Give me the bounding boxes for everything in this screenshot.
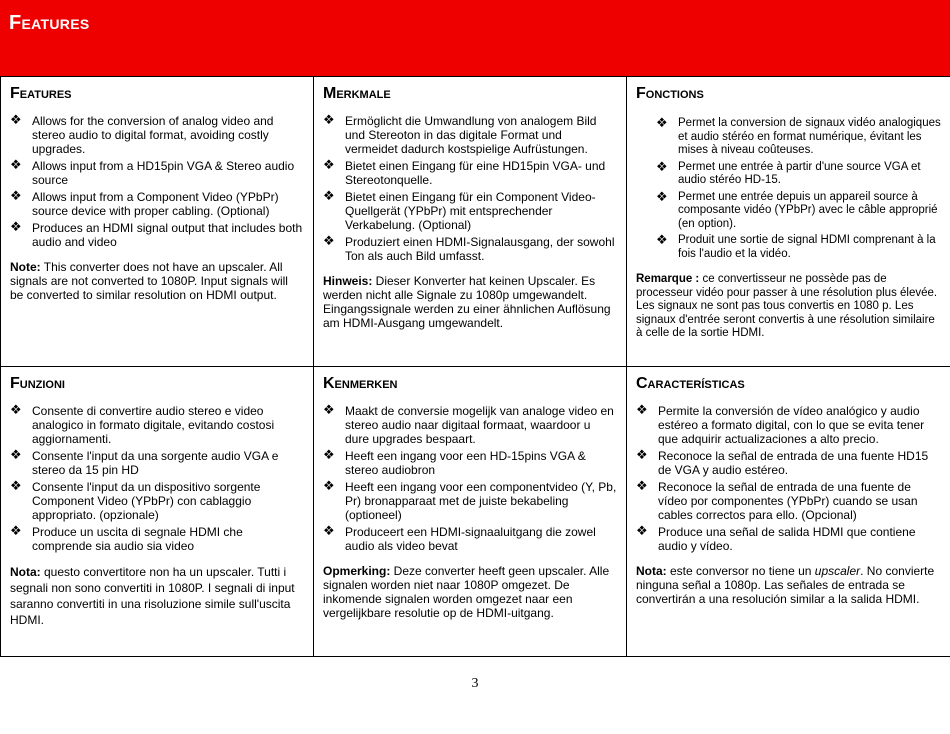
list-item (10, 190, 304, 218)
item-text: Ermöglicht die Umwandlung von analogem Bild und Stereoton in das digitale Format und vermeidet dadurch kostspielige Aufrüstungen. (345, 114, 597, 156)
list-item (323, 190, 617, 232)
diamond-bullet-icon: ❖ (323, 478, 335, 493)
list-item (323, 404, 617, 446)
feature-list-de (323, 114, 617, 263)
features-table (0, 76, 950, 657)
item-text: Permite la conversión de vídeo analógico y audio estéreo a formato digital, con lo que se evita tener que adquirir actualizaciones a alto precio. (658, 404, 925, 446)
diamond-bullet-icon: ❖ (656, 158, 668, 174)
list-item (323, 235, 617, 263)
item-text: Consente di convertire audio stereo e video analogico in formato digitale, evitando costosi aggiornamenti. (32, 404, 275, 446)
list-item (636, 480, 941, 522)
note-text: ce convertisseur ne possède pas de processeur vidéo pour passer à une résolution plus élevée. Les signaux ne sont pas tous convertis en 1080 p. Les signaux d'entrée seront convertis à une résolution similaire à celle de la sortie HDMI. (636, 273, 938, 339)
diamond-bullet-icon: ❖ (323, 112, 335, 127)
page-number: 3 (471, 676, 479, 691)
feature-list-es (636, 404, 941, 553)
banner-title: Features (9, 12, 90, 34)
features-cell-nl (314, 367, 627, 657)
item-text: Allows input from a HD15pin VGA & Stereo audio source (32, 159, 295, 187)
diamond-bullet-icon: ❖ (656, 188, 668, 204)
list-item (10, 404, 304, 446)
item-text: Produce una señal de salida HDMI que contiene audio y vídeo. (658, 525, 916, 553)
diamond-bullet-icon: ❖ (323, 233, 335, 248)
note-italic-term: upscaler (814, 564, 861, 578)
list-item (10, 221, 304, 249)
diamond-bullet-icon: ❖ (10, 447, 22, 462)
item-text: Consente l'input da un dispositivo sorgente Component Video (YPbPr) con cablaggio appropriato. (opzionale) (32, 480, 261, 522)
diamond-bullet-icon: ❖ (323, 523, 335, 538)
list-item (636, 525, 941, 553)
note-label: Nota: (10, 565, 41, 579)
note-text: Dieser Konverter hat keinen Upscaler. Es werden nicht alle Signale zu 1080p umgewandelt. Eingangssignale werden zu einer ähnlichen Auflösung am HDMI-Ausgang umgewandelt. (323, 274, 611, 330)
note-fr (636, 273, 941, 341)
list-item (323, 525, 617, 553)
list-item (323, 114, 617, 156)
item-text: Permet une entrée à partir d'une source VGA et audio stéréo HD-15. (678, 160, 921, 186)
item-text: Consente l'input da una sorgente audio VGA e stereo da 15 pin HD (32, 449, 279, 477)
feature-list-it (10, 404, 304, 553)
item-text: Bietet einen Eingang für ein Component Video-Quellgerät (YPbPr) mit entsprechender Verkabelung. (Optional) (345, 190, 596, 232)
item-text: Produceert een HDMI-signaaluitgang die zowel audio als video bevat (345, 525, 596, 553)
diamond-bullet-icon: ❖ (323, 157, 335, 172)
diamond-bullet-icon: ❖ (10, 112, 22, 127)
item-text: Heeft een ingang voor een componentvideo (Y, Pb, Pr) bronapparaat met de juiste bekabeling (optioneel) (345, 480, 617, 522)
column-title-nl: Kenmerken (323, 375, 398, 392)
diamond-bullet-icon: ❖ (636, 447, 648, 462)
list-item (10, 525, 304, 553)
item-text: Bietet einen Eingang für eine HD15pin VGA- und Stereotonquelle. (345, 159, 606, 187)
item-text: Reconoce la señal de entrada de una fuente HD15 de VGA y audio estéreo. (658, 449, 929, 477)
diamond-bullet-icon: ❖ (636, 523, 648, 538)
diamond-bullet-icon: ❖ (656, 232, 668, 247)
list-item (10, 449, 304, 477)
note-nl (323, 564, 617, 620)
item-text: Reconoce la señal de entrada de una fuente de vídeo por componentes (YPbPr) cuando se usan cables correctos para ello. (Opcional) (658, 480, 918, 522)
features-cell-es (627, 367, 950, 657)
column-title-en: Features (10, 85, 72, 102)
note-label: Nota: (636, 564, 667, 578)
list-item (656, 158, 941, 188)
diamond-bullet-icon: ❖ (323, 188, 335, 203)
list-item (10, 159, 304, 187)
list-item (656, 234, 941, 261)
list-item (636, 449, 941, 477)
list-item (636, 404, 941, 446)
list-item (10, 114, 304, 156)
diamond-bullet-icon: ❖ (10, 402, 22, 417)
item-text: Produce un uscita di segnale HDMI che comprende sia audio sia video (32, 525, 243, 553)
item-text: Permet une entrée depuis un appareil source à composante vidéo (YPbPr) avec le câble approprié (en option). (678, 190, 938, 230)
note-it (10, 564, 304, 628)
note-text: este conversor no tiene un (666, 564, 815, 578)
feature-list-en (10, 114, 304, 249)
features-cell-de (314, 77, 627, 367)
column-title-it: Funzioni (10, 375, 65, 392)
column-title-fr: Fonctions (636, 85, 704, 102)
list-item (10, 480, 304, 522)
diamond-bullet-icon: ❖ (10, 523, 22, 538)
item-text: Produit une sortie de signal HDMI comprenant à la fois l'audio et la vidéo. (678, 234, 936, 260)
feature-list-nl (323, 404, 617, 553)
note-label: Hinweis: (323, 274, 373, 288)
column-title-es: Características (636, 375, 745, 392)
table-row (1, 77, 950, 367)
note-text: Deze converter heeft geen upscaler. Alle signalen worden niet naar 1080P omgezet. De inkomende signalen worden omgezet naar een vergelijkbare resolutie op de HDMI-uitgang. (323, 564, 610, 620)
note-label: Remarque : (636, 273, 700, 285)
diamond-bullet-icon: ❖ (10, 219, 22, 234)
column-title-de: Merkmale (323, 85, 391, 102)
diamond-bullet-icon: ❖ (10, 188, 22, 203)
features-cell-fr (627, 77, 950, 367)
list-item (323, 159, 617, 187)
note-text: This converter does not have an upscaler. All signals are not converted to 1080P. Input signals will be converted to similar resolution on HDMI output. (10, 260, 288, 302)
diamond-bullet-icon: ❖ (636, 402, 648, 417)
list-item (323, 449, 617, 477)
item-text: Allows input from a Component Video (YPbPr) source device with proper cabling. (Optional) (32, 190, 279, 218)
features-cell-it (1, 367, 314, 657)
note-text: . No convierte ninguna señal a 1080p. Las señales de entrada se convertirán a una resolución similar a la salida HDMI. (636, 564, 935, 606)
diamond-bullet-icon: ❖ (10, 478, 22, 493)
diamond-bullet-icon: ❖ (636, 478, 648, 493)
note-es (636, 564, 941, 606)
table-row (1, 367, 950, 657)
diamond-bullet-icon: ❖ (10, 157, 22, 172)
header-banner (0, 0, 950, 76)
diamond-bullet-icon: ❖ (323, 402, 335, 417)
features-cell-en (1, 77, 314, 367)
list-item (323, 480, 617, 522)
item-text: Heeft een ingang voor een HD-15pins VGA & stereo audiobron (345, 449, 586, 477)
item-text: Allows for the conversion of analog video and stereo audio to digital format, avoiding costly upgrades. (32, 114, 274, 156)
feature-list-fr (636, 117, 941, 261)
note-label: Opmerking: (323, 564, 391, 578)
note-de (323, 274, 617, 330)
list-item (656, 188, 941, 232)
note-en (10, 260, 304, 302)
item-text: Maakt de conversie mogelijk van analoge video en stereo audio naar digitaal formaat, waardoor u dure upgrades bespaart. (345, 404, 614, 446)
item-text: Produziert einen HDMI-Signalausgang, der sowohl Ton als auch Bild umfasst. (345, 235, 615, 263)
note-label: Note: (10, 260, 41, 274)
list-item (656, 117, 941, 158)
item-text: Produces an HDMI signal output that includes both audio and video (32, 221, 303, 249)
diamond-bullet-icon: ❖ (656, 115, 668, 130)
note-text: questo convertitore non ha un upscaler. Tutti i segnali non sono convertiti in 1080P. I segnali di input saranno convertiti in una risoluzione simile sull'uscita HDMI. (10, 565, 295, 627)
item-text: Permet la conversion de signaux vidéo analogiques et audio stéréo en format numérique, évitant les mises à niveau coûteuses. (678, 117, 941, 156)
diamond-bullet-icon: ❖ (323, 447, 335, 462)
